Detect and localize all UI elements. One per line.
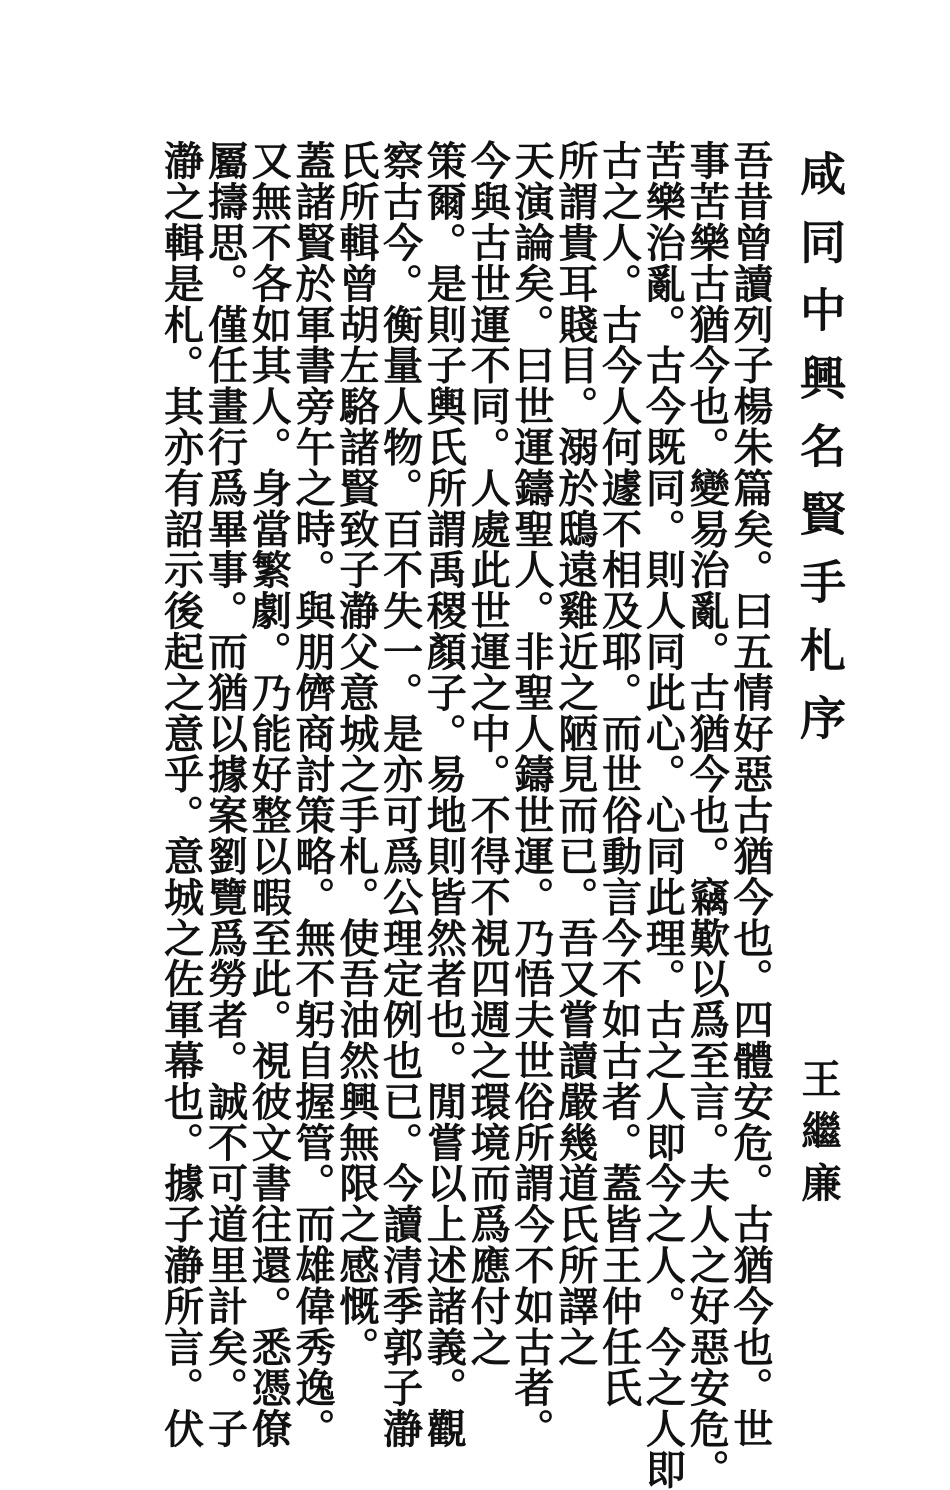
- text-column: 今與古世運不同。人處此世運之中。不得不視四週之環境而爲應付之: [464, 140, 512, 1367]
- text-column: 所謂貴耳賤目。溺於鴟遠雞近之陋見而已。吾又嘗讀嚴幾道氏所譯之: [551, 140, 599, 1367]
- text-column: 蓋諸賢於軍書旁午之時。與朋儕商討策略。無不躬自握管。而雄偉秀逸。: [289, 140, 337, 1449]
- author-name: 王繼廉: [795, 1058, 842, 1214]
- text-column: 天演論矣。曰世運鑄聖人。非聖人鑄世運。乃悟夫世俗所謂今不如古者。: [508, 140, 556, 1449]
- body-text: [157, 140, 774, 1490]
- text-column: 策爾。是則子輿氏所謂禹稷顏子。易地則皆然者也。閒嘗以上述諸義。觀: [420, 140, 468, 1449]
- text-column: 古之人。古今人何遽不相及耶。而世俗動言今不如古者。蓋皆王仲任氏: [595, 140, 643, 1408]
- text-column: 瀞之輯是札。其亦有詔示後起之意乎。意城之佐軍幕也。據子瀞所言。伏: [157, 140, 205, 1449]
- page-title: 咸同中興名賢手札序: [793, 150, 847, 762]
- text-column: 事苦樂古猶今也。變易治亂。古猶今也。竊歎以爲至言。夫人之好惡安危。: [683, 140, 731, 1490]
- text-column: 又無不各如其人。身當繁劇。乃能好整以暇至此。視彼文書往還。悉憑僚: [245, 140, 293, 1449]
- text-column: 吾昔曾讀列子楊朱篇矣。曰五情好惡古猶今也。四體安危。古猶今也。世: [727, 140, 774, 1449]
- text-column: 氏所輯曾胡左駱諸賢致子瀞父意城之手札。使吾油然興無限之感慨。: [332, 140, 380, 1367]
- text-column: 察古今。衡量人物。百不失一。是亦可爲公理定例也已。今讀清季郭子瀞: [376, 140, 424, 1449]
- text-column: 屬擣思。僅任畫行爲畢事。而猶以據案劉覽爲勞者。誠不可道里計矣。子: [201, 140, 249, 1449]
- text-column: 苦樂治亂。古今既同。則人同此心。心同此理。古之人即今之人。今之人即: [639, 140, 687, 1490]
